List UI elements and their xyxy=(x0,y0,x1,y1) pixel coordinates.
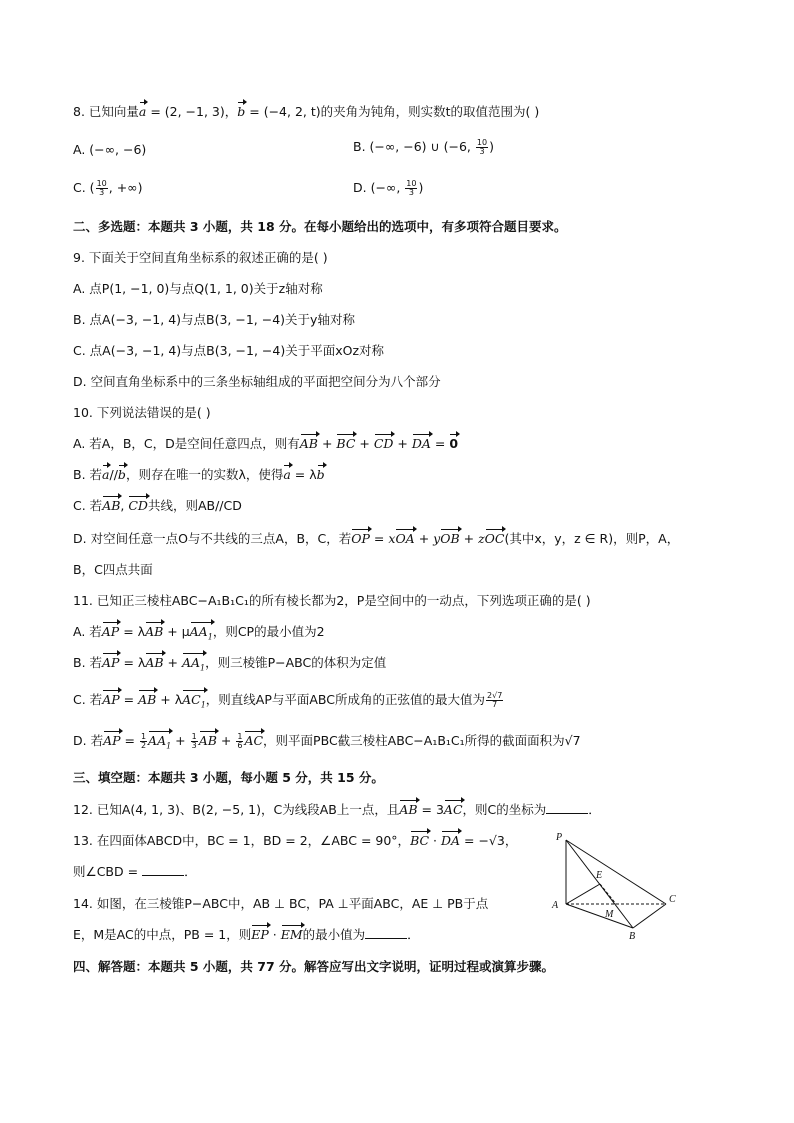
vec-bc: BC xyxy=(410,833,430,848)
vec-bc: BC xyxy=(336,436,356,451)
frac-sixth xyxy=(236,733,243,750)
vec-ap: AP xyxy=(102,655,120,670)
frac-den: 7 xyxy=(492,700,498,709)
q12-tail: ，则C的坐标为 xyxy=(462,802,547,817)
q10-option-d-tail: (其中x，y，z ∈ R)，则P，A， xyxy=(504,531,680,546)
vec-aa1: $AA_1$ xyxy=(148,733,172,751)
vec-zero: 0 xyxy=(449,436,459,451)
frac-den: 3 xyxy=(479,147,485,156)
vec-ap: AP xyxy=(101,624,120,639)
frac-num: 10 xyxy=(476,138,488,147)
vec-cd: CD xyxy=(373,436,394,451)
label-m: M xyxy=(605,909,614,920)
frac-den: 3 xyxy=(99,188,105,197)
q9-option-b: B. 点A(−3, −1, 4)与点B(3, −1, −4)关于y轴对称 xyxy=(73,312,355,327)
q13-answer-blank[interactable] xyxy=(142,865,184,876)
q8-stem xyxy=(73,105,539,119)
frac-num: 1 xyxy=(191,732,197,741)
vec-ab: AB xyxy=(138,692,157,707)
vec-ab: AB xyxy=(299,436,318,451)
q11-option-a-tail: ，则CP的最小值为2 xyxy=(212,624,325,639)
q8-d-fraction xyxy=(405,180,417,197)
q14-end: ． xyxy=(407,927,420,942)
q14-line1: 14. 如图，在三棱锥P−ABC中，AB ⊥ BC，PA ⊥平面ABC，AE ⊥ PB于点 xyxy=(73,896,489,911)
q11-option-d-answer: √7 xyxy=(564,733,581,748)
vec-ab: AB xyxy=(399,802,418,817)
q11-option-d-text: D. 若 xyxy=(73,733,104,748)
q14-answer-blank[interactable] xyxy=(365,928,407,939)
q14-line2-text: E，M是AC的中点，PB = 1，则 xyxy=(73,927,252,942)
vec-ab: AB xyxy=(198,733,217,748)
vec-ab: AB xyxy=(102,498,121,513)
q10-option-d-line2: B，C四点共面 xyxy=(73,562,153,577)
vec-ab: AB xyxy=(145,655,164,670)
q9-stem: 9. 下面关于空间直角坐标系的叙述正确的是( ) xyxy=(73,250,328,265)
frac-num: 2√7 xyxy=(487,691,503,700)
q8-b-fraction xyxy=(476,139,488,156)
q8-option-c-tail: , +∞) xyxy=(108,180,143,195)
vec-b: b xyxy=(117,467,126,482)
q10-option-b: B. 若a//b，则存在唯一的实数λ，使得a = λb xyxy=(73,467,325,482)
vec-ob: OB xyxy=(440,531,460,546)
q10-option-c-text: C. 若 xyxy=(73,498,103,513)
q8-option-b-text: B. (−∞, −6) ∪ (−6, xyxy=(353,139,475,154)
q14-line2: E，M是AC的中点，PB = 1，则EP · EM的最小值为 ． xyxy=(73,927,420,942)
q10-option-d-text: D. 对空间任意一点O与不共线的三点A，B，C，若 xyxy=(73,531,352,546)
edge-ab xyxy=(566,904,633,928)
vec-ap: AP xyxy=(102,692,120,707)
frac-num: 1 xyxy=(140,732,147,741)
q10-option-b-text: B. 若 xyxy=(73,467,103,482)
q13: 13. 在四面体ABCD中，BC = 1，BD = 2，∠ABC = 90°，BC · DA = −√3， xyxy=(73,833,518,848)
q8-stem-text: 8. 已知向量 xyxy=(73,104,139,119)
vec-a: a xyxy=(102,467,110,482)
q13-text: 13. 在四面体ABCD中，BC = 1，BD = 2，∠ABC = 90°， xyxy=(73,833,411,848)
q11-option-a: A. 若AP = λAB + μAA$_1$，则CP的最小值为2 xyxy=(73,624,325,642)
frac-third xyxy=(191,733,198,750)
q11-option-c-text: C. 若 xyxy=(73,692,103,707)
q11-c-fraction xyxy=(486,692,503,709)
frac-den: 3 xyxy=(408,188,414,197)
vec-ep: EP xyxy=(251,927,269,942)
q8-b-value: = (−4, 2, t)的夹角为钝角，则实数t的取值范围为( ) xyxy=(245,104,540,119)
segment-ae xyxy=(566,884,600,904)
section-2-heading: 二、多选题：本题共 3 小题，共 18 分。在每小题给出的选项中，有多项符合题目要求。 xyxy=(73,219,567,234)
vec-a: a xyxy=(283,467,291,482)
q13-tail: = −√3， xyxy=(460,833,518,848)
q11-option-b: B. 若AP = $\lambda AB + AA_1$，则三棱锥P−ABC的体积为定值 xyxy=(73,655,387,673)
q10-option-c: C. 若AB, CD共线，则AB//CD xyxy=(73,498,242,513)
q11-stem: 11. 已知正三棱柱ABC−A₁B₁C₁的所有棱长都为2，P是空间中的一动点，下列选项正确的是( ) xyxy=(73,593,591,608)
q9-option-d: D. 空间直角坐标系中的三条坐标轴组成的平面把空间分为八个部分 xyxy=(73,374,441,389)
vec-ac: AC xyxy=(244,733,264,748)
q11-option-d-tail: ，则平面PBC截三棱柱ABC−A₁B₁C₁所得的截面面积为 xyxy=(263,733,565,748)
vec-ac: AC xyxy=(443,802,463,817)
section-4-heading: 四、解答题：本题共 5 小题，共 77 分。解答应写出文字说明，证明过程或演算步骤。 xyxy=(73,959,555,974)
vec-ap: AP xyxy=(103,733,121,748)
frac-num: 1 xyxy=(237,732,243,741)
vec-da: DA xyxy=(411,436,431,451)
vec-b: b xyxy=(316,467,325,482)
q8-option-a xyxy=(73,143,146,157)
q11-option-b-tail: ，则三棱锥P−ABC的体积为定值 xyxy=(205,655,387,670)
vec-oc: OC xyxy=(484,531,505,546)
vec-aa1: $AA_1$ xyxy=(189,624,213,642)
frac-num: 10 xyxy=(96,179,107,188)
q8-option-c xyxy=(73,180,142,197)
q10-option-d: D. 对空间任意一点O与不共线的三点A，B，C，若OP = xOA + yOB + zOC(其中x，y，z ∈ R)，则P，A， xyxy=(73,531,680,546)
q9-option-a: A. 点P(1, −1, 0)与点Q(1, 1, 0)关于z轴对称 xyxy=(73,281,323,296)
q10-option-a: A. 若A，B，C，D是空间任意四点，则有AB + BC + CD + DA = 0 xyxy=(73,436,459,451)
label-a: A xyxy=(552,900,559,911)
q11-option-a-text: A. 若 xyxy=(73,624,102,639)
frac-num: 10 xyxy=(406,179,417,188)
q14-line2-tail: 的最小值为 xyxy=(302,927,366,942)
vec-op: OP xyxy=(351,531,370,546)
q12-answer-blank[interactable] xyxy=(546,803,588,814)
vec-ac1: $AC_1$ xyxy=(182,692,206,710)
q10-option-b-mid: ，则存在唯一的实数λ，使得 xyxy=(125,467,284,482)
frac-den: 2 xyxy=(140,741,147,750)
label-e: E xyxy=(596,870,603,881)
q11-option-c-tail: ，则直线AP与平面ABC所成角的正弦值的最大值为 xyxy=(205,692,486,707)
q10-stem: 10. 下列说法错误的是( ) xyxy=(73,405,211,420)
q11-option-b-text: B. 若 xyxy=(73,655,103,670)
edge-bc xyxy=(633,904,666,928)
frac-half xyxy=(140,733,147,750)
frac-den: 3 xyxy=(191,741,197,750)
q13-line2 xyxy=(73,865,197,879)
q13-line2-text: 则∠CBD = xyxy=(73,864,143,879)
q8-option-d: D. (−∞, $\frac{10}{3}$ ) xyxy=(353,179,424,197)
label-c: C xyxy=(669,894,676,905)
q8-option-d-text: D. (−∞, xyxy=(353,180,405,195)
label-b: B xyxy=(629,931,636,942)
q8-option-a-text: A. (−∞, −6) xyxy=(73,142,147,157)
vec-oa: OA xyxy=(395,531,415,546)
q8-option-c-text: C. ( xyxy=(73,180,95,195)
vec-cd: CD xyxy=(128,498,148,513)
q12-text: 12. 已知A(4, 1, 3)、B(2, −5, 1)，C为线段AB上一点，且 xyxy=(73,802,400,817)
label-p: P xyxy=(556,832,563,843)
pyramid-figure xyxy=(548,828,684,943)
q13-end: ． xyxy=(184,864,197,879)
q11-option-c: C. 若AP = AB + λAC$_1$，则直线AP与平面ABC所成角的正弦值的最大值为 $\frac{2√7}{7}$ xyxy=(73,691,503,710)
edge-pc xyxy=(566,840,666,904)
q10-option-c-tail: 共线，则AB//CD xyxy=(147,498,242,513)
q10-option-a-text: A. 若A，B，C，D是空间任意四点，则有 xyxy=(73,436,300,451)
q8-c-fraction xyxy=(96,180,108,197)
vec-ab: AB xyxy=(145,624,164,639)
vec-b: b xyxy=(237,104,246,119)
q9-option-c: C. 点A(−3, −1, 4)与点B(3, −1, −4)关于平面xOz对称 xyxy=(73,343,385,358)
q11-option-d: D. 若AP = $\frac{1}{2}$ $AA_1$ + $\frac{1}{3}$ AB + $\frac{1}{6}$ AC，则平面PBC截三棱柱ABC−A₁B₁C₁所得的截面面积为√7 xyxy=(73,732,581,751)
q12-end: ． xyxy=(588,802,601,817)
q8-option-b: B. (−∞, −6) ∪ (−6, $\frac{10}{3}$ ) xyxy=(353,138,494,156)
vec-da: DA xyxy=(440,833,461,848)
vec-aa1: $AA_1$ xyxy=(181,655,206,673)
vec-em: EM xyxy=(280,927,303,942)
q12: 12. 已知A(4, 1, 3)、B(2, −5, 1)，C为线段AB上一点，且AB = 3AC，则C的坐标为 ． xyxy=(73,802,601,817)
vec-a: a xyxy=(138,104,147,119)
q8-a-value: = (2, −1, 3)， xyxy=(146,104,238,119)
section-3-heading: 三、填空题：本题共 3 小题，每小题 5 分，共 15 分。 xyxy=(73,770,384,785)
frac-den: 6 xyxy=(237,741,243,750)
